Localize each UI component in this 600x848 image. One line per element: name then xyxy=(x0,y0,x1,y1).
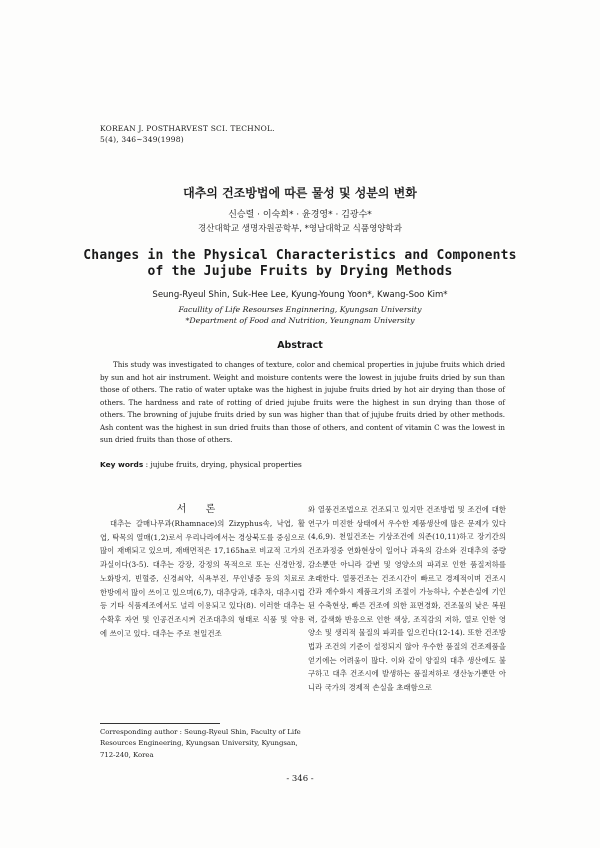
english-authors: Seung-Ryeul Shin, Suk-Hee Lee, Kyung-Young Yoon*, Kwang-Soo Kim* xyxy=(152,290,448,300)
page-number: - 346 - xyxy=(286,774,314,784)
journal-name: KOREAN J. POSTHARVEST SCI. TECHNOL. xyxy=(100,124,275,133)
intro-paragraph-left: 대추는 갈매나무과(Rhamnace)의 Zizyphus속, 낙엽, 활엽, 탁목의 열매(1,2)로서 우리나라에서는 경상북도를 중심으로 많이 재배되고 있으며, 재배면적은 17,165ha로 비교적 고가의 과실이다(3-5). 대추는 강장, 강정의 목적으로 또는 신경안정, 노화방지, 빈혈증, 신경쇠약, 식욕부진, 무인냉증 등의 치료로 한방에서 많이 쓰이고 있으며(6,7), 대추당과, 대추차, 대추시럽 등 기타 식품제조에서도 널리 이용되고 있다(8). 이러한 대추는 수확후 자연 및 인공건조시켜 건조대추의 형태로 식품 및 약용에 쓰이고 있다. 대추는 주로 천일건조 xyxy=(100,519,305,638)
korean-authors: 신승렬 · 이숙희* · 윤경영* · 김광수* xyxy=(228,210,372,220)
korean-title: 대추의 건조방법에 따른 물성 및 성분의 변화 xyxy=(183,186,417,200)
english-title xyxy=(0,248,600,280)
abstract-body xyxy=(100,359,505,447)
affiliation-line2: *Department of Food and Nutrition, Yeungnam University xyxy=(185,316,415,325)
english-affiliation xyxy=(0,304,600,326)
journal-citation xyxy=(100,123,275,145)
keywords-label: Key words xyxy=(100,460,144,469)
affiliation-line1: Facullity of Life Resourses Enginnering, Kyungsan University xyxy=(178,305,422,314)
intro-paragraph-right: 와 열풍건조법으로 건조되고 있지만 건조방법 및 조건에 대한 연구가 미진한 상태에서 우수한 제품생산에 많은 문제가 있다(4,6,9). 천일건조는 기상조건에 의존(10,11)하고 장기간의 건조과정중 연화현상이 일어나 과육의 감소와 진대추의 중량감소뿐만 아니라 갈변 및 영양소의 파괴로 인한 품질저하를 초래한다. 열풍건조는 건조시간이 빠르고 경제적이며 건조시간과 재수화시 제품크기의 조절이 가능하나, 수분손실에 기인된 수축현상, 빠른 건조에 의한 표면경화, 건조물의 낮은 복원력, 갈색화 반응으로 인한 색상, 조직감의 저하, 열로 인한 영양소 및 생리적 물질의 파괴를 일으킨다(12-14). 또한 건조방법과 조건의 기준이 설정되지 않아 우수한 품질의 건조제품을 얻기에는 어려움이 많다. 이와 같이 양질의 대추 생산에도 불구하고 대추 건조시에 발생하는 품질저하로 생산농가뿐만 아니라 국가의 경제적 손실을 초래함으로 xyxy=(308,505,506,693)
body-column-left xyxy=(100,517,305,640)
abstract-text: This study was investigated to changes of texture, color and chemical properties in jujube fruits which dried by sun and hot air instrument. Weight and moisture contents were the lowest in jujube fruits dried by sun than those of others. The ratio of water uptake was the highest in jujube fruits dried by hot air drying than those of others. The hardness and rate of rotting of dried jujube fruits were the highest in sun drying than those of others. The browning of jujube fruits dried by sun was higher than that of jujube fruits dried by other methods. Ash content was the highest in sun dried fruits than those of others, and content of vitamin C was the lowest in sun dried fruits than those of others. xyxy=(100,360,505,444)
korean-affiliation: 경산대학교 생명자원공학부, *영남대학교 식품영양학과 xyxy=(198,224,402,234)
journal-volume: 5(4), 346~349(1998) xyxy=(100,135,184,144)
keywords-text: : jujube fruits, drying, physical properties xyxy=(143,460,302,469)
english-title-line1: Changes in the Physical Characteristics and Components xyxy=(83,248,517,263)
body-column-right xyxy=(308,503,506,695)
english-title-line2: of the Jujube Fruits by Drying Methods xyxy=(147,264,453,279)
footnote-divider xyxy=(100,723,220,724)
section-heading-introduction: 서 론 xyxy=(176,504,224,515)
abstract-heading: Abstract xyxy=(277,340,323,351)
keywords xyxy=(100,460,302,469)
corresponding-author-footnote: Corresponding author : Seung-Ryeul Shin, Faculty of Life Resources Engineering, Kyungsan University, Kyungsan, 712-240, Korea xyxy=(100,728,301,759)
